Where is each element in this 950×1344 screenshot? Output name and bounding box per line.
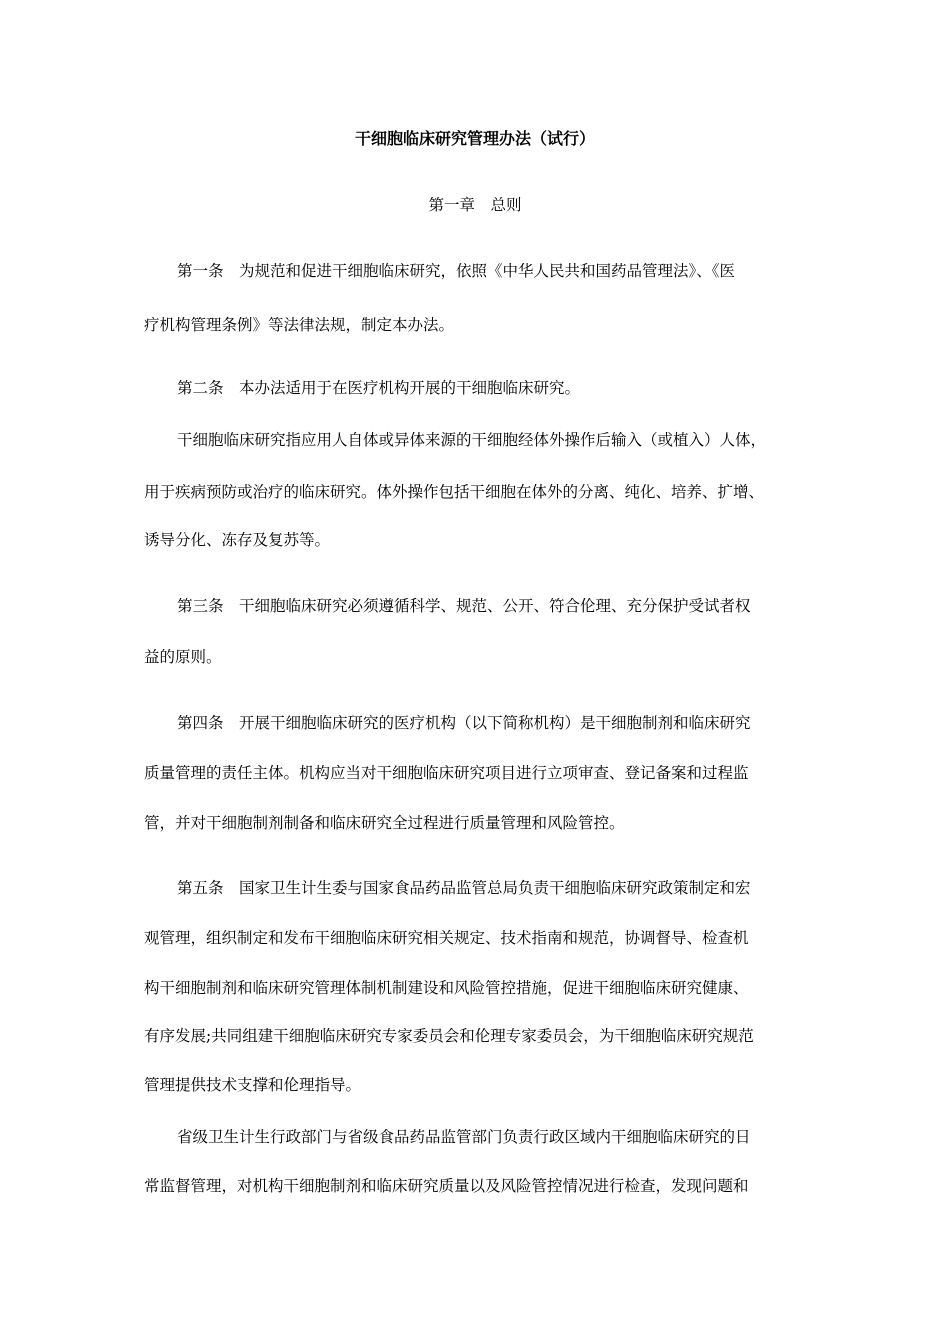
article-2-para-2-line-3: 诱导分化、冻存及复苏等。 <box>144 531 331 549</box>
chapter-heading: 第一章 总则 <box>428 196 522 214</box>
article-3-line-1: 第三条 干细胞临床研究必须遵循科学、规范、公开、符合伦理、充分保护受试者权 <box>177 597 751 615</box>
article-5-para-2-line-2: 常监督管理，对机构干细胞制剂和临床研究质量以及风险管控情况进行检查，发现问题和 <box>144 1177 749 1195</box>
article-5-para-2-line-1: 省级卫生计生行政部门与省级食品药品监管部门负责行政区域内干细胞临床研究的日 <box>177 1128 751 1146</box>
article-4-line-2: 质量管理的责任主体。机构应当对干细胞临床研究项目进行立项审查、登记备案和过程监 <box>144 764 749 782</box>
article-1-line-1: 第一条 为规范和促进干细胞临床研究，依照《中华人民共和国药品管理法》、《医 <box>177 262 736 280</box>
article-5-line-5: 管理提供技术支撑和伦理指导。 <box>144 1076 362 1094</box>
article-5-line-4: 有序发展;共同组建干细胞临床研究专家委员会和伦理专家委员会，为干细胞临床研究规范 <box>144 1027 754 1045</box>
article-5-line-1: 第五条 国家卫生计生委与国家食品药品监管总局负责干细胞临床研究政策制定和宏 <box>177 879 751 897</box>
article-2-para-2-line-2: 用于疾病预防或治疗的临床研究。体外操作包括干细胞在体外的分离、纯化、培养、扩增、 <box>144 483 765 501</box>
article-4-line-1: 第四条 开展干细胞临床研究的医疗机构（以下简称机构）是干细胞制剂和临床研究 <box>177 714 751 732</box>
article-2-para-2-line-1: 干细胞临床研究指应用人自体或异体来源的干细胞经体外操作后输入（或植入）人体， <box>177 431 767 449</box>
article-1-line-2: 疗机构管理条例》等法律法规，制定本办法。 <box>144 316 455 334</box>
document-title: 干细胞临床研究管理办法（试行） <box>354 129 595 148</box>
article-5-line-2: 观管理，组织制定和发布干细胞临床研究相关规定、技术指南和规范，协调督导、检查机 <box>144 929 749 947</box>
article-5-line-3: 构干细胞制剂和临床研究管理体制机制建设和风险管控措施，促进干细胞临床研究健康、 <box>144 979 749 997</box>
article-3-line-2: 益的原则。 <box>144 648 222 666</box>
article-2-line-1: 第二条 本办法适用于在医疗机构开展的干细胞临床研究。 <box>177 379 581 397</box>
article-4-line-3: 管，并对干细胞制剂制备和临床研究全过程进行质量管理和风险管控。 <box>144 814 625 832</box>
